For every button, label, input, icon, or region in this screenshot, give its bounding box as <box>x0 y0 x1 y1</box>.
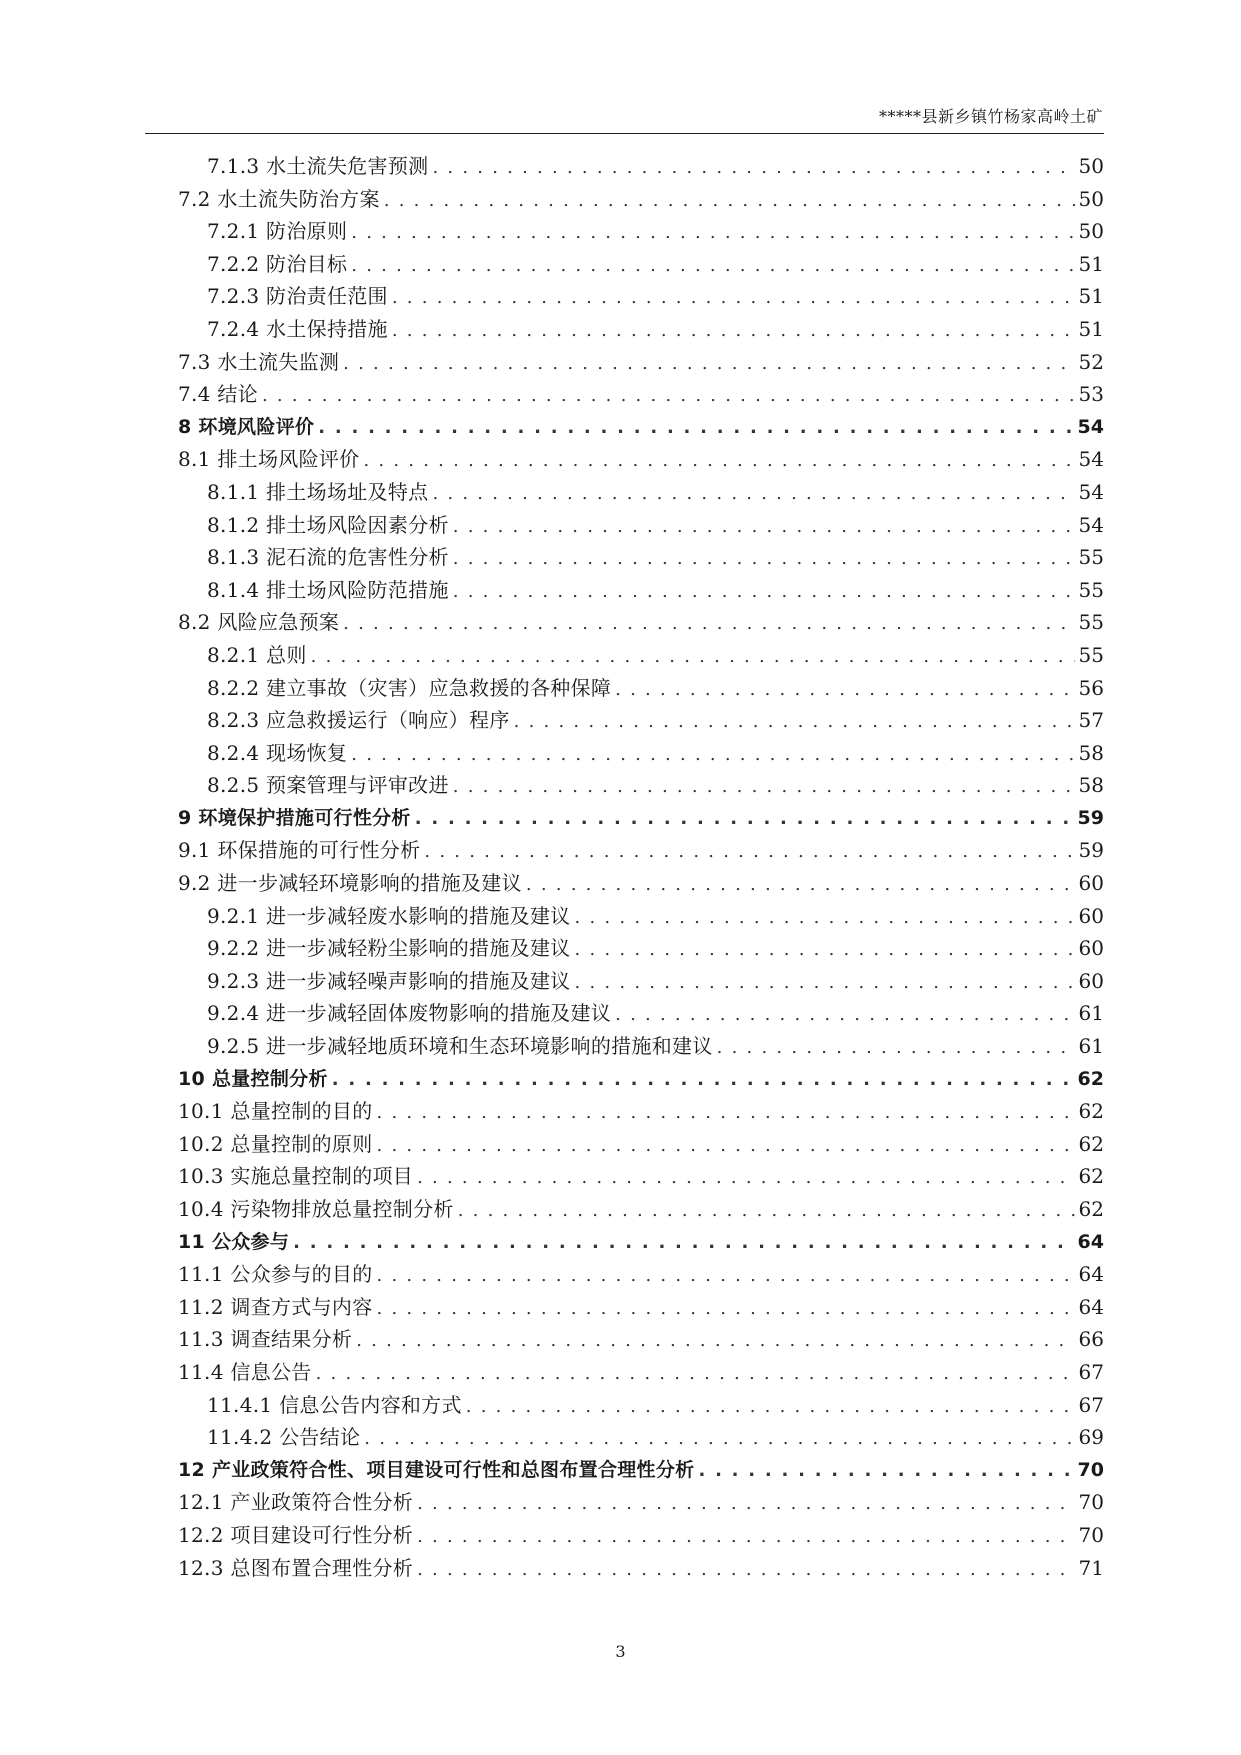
toc-entry-title: 7.1.3 水土流失危害预测 <box>207 154 429 178</box>
toc-entry-title: 9.2.1 进一步减轻废水影响的措施及建议 <box>207 903 571 928</box>
toc-dot-leader <box>453 771 1075 804</box>
toc-entry[interactable] <box>178 574 1104 607</box>
toc-dot-leader <box>424 836 1074 869</box>
toc-dot-leader <box>318 412 1073 445</box>
toc-entry[interactable] <box>178 965 1104 998</box>
toc-dot-leader <box>343 608 1074 641</box>
toc-dot-leader <box>351 217 1074 250</box>
toc-dot-leader <box>364 1423 1074 1456</box>
toc-entry-page: 64 <box>1078 1294 1104 1319</box>
toc-entry[interactable] <box>178 704 1104 737</box>
toc-dot-leader <box>615 674 1074 707</box>
toc-dot-leader <box>453 576 1075 609</box>
toc-entry-page: 52 <box>1078 349 1104 374</box>
toc-entry-title: 12.2 项目建设可行性分析 <box>178 1522 414 1547</box>
toc-entry[interactable] <box>178 1160 1104 1193</box>
toc-entry-title: 7.2 水土流失防治方案 <box>178 186 380 211</box>
toc-entry-title: 11.3 调查结果分析 <box>178 1327 353 1352</box>
page-number: 3 <box>615 1642 626 1661</box>
toc-entry[interactable] <box>178 606 1104 639</box>
table-of-contents <box>178 150 1104 1584</box>
toc-entry[interactable] <box>178 248 1104 281</box>
toc-entry-page: 61 <box>1078 1034 1104 1059</box>
toc-entry-page: 51 <box>1078 316 1104 341</box>
toc-entry-page: 60 <box>1078 871 1104 896</box>
toc-entry-page: 54 <box>1077 415 1104 438</box>
toc-entry-page: 51 <box>1078 251 1104 276</box>
toc-entry[interactable] <box>178 476 1104 509</box>
toc-entry-title: 8.1.4 排土场风险防范措施 <box>207 577 449 602</box>
toc-dot-leader <box>377 1097 1075 1130</box>
toc-entry[interactable] <box>178 280 1104 313</box>
toc-dot-leader <box>432 152 1074 185</box>
toc-entry[interactable] <box>178 1552 1104 1585</box>
toc-dot-leader <box>377 1293 1075 1326</box>
toc-dot-leader <box>392 315 1075 348</box>
toc-dot-leader <box>575 902 1075 935</box>
toc-entry-title: 10 总量控制分析 <box>178 1067 328 1090</box>
toc-entry-page: 50 <box>1078 154 1104 178</box>
toc-dot-leader <box>453 543 1075 576</box>
toc-entry[interactable] <box>178 1030 1104 1063</box>
toc-entry[interactable] <box>178 346 1104 379</box>
toc-entry-title: 8.1.1 排土场场址及特点 <box>207 479 429 504</box>
toc-entry-page: 62 <box>1078 1164 1104 1189</box>
toc-entry-page: 51 <box>1078 284 1104 309</box>
toc-entry-title: 12.3 总图布置合理性分析 <box>178 1555 414 1580</box>
toc-entry-title: 11.2 调查方式与内容 <box>178 1294 373 1319</box>
toc-entry-page: 56 <box>1078 675 1104 700</box>
toc-entry-title: 9.2.2 进一步减轻粉尘影响的措施及建议 <box>207 936 571 961</box>
toc-entry-title: 8.1.2 排土场风险因素分析 <box>207 512 449 537</box>
toc-dot-leader <box>332 1064 1074 1097</box>
toc-dot-leader <box>392 282 1075 315</box>
toc-entry[interactable] <box>178 1389 1104 1422</box>
toc-entry[interactable] <box>178 313 1104 346</box>
toc-entry-title: 8.2 风险应急预案 <box>178 610 340 635</box>
toc-dot-leader <box>384 185 1075 218</box>
toc-entry-page: 70 <box>1078 1490 1104 1515</box>
toc-entry[interactable] <box>178 509 1104 542</box>
toc-dot-leader <box>698 1455 1073 1488</box>
toc-entry[interactable] <box>178 802 1104 835</box>
toc-dot-leader <box>514 706 1075 739</box>
toc-dot-leader <box>417 1554 1074 1587</box>
toc-entry-page: 54 <box>1078 479 1104 504</box>
toc-entry-page: 58 <box>1078 773 1104 798</box>
toc-entry-page: 67 <box>1078 1392 1104 1417</box>
toc-entry-title: 11.4 信息公告 <box>178 1359 312 1384</box>
toc-entry-page: 53 <box>1078 382 1104 407</box>
toc-entry[interactable] <box>178 1323 1104 1356</box>
header-rule <box>145 133 1104 134</box>
toc-entry-title: 9.2.3 进一步减轻噪声影响的措施及建议 <box>207 968 571 993</box>
toc-entry-page: 70 <box>1077 1458 1104 1481</box>
toc-dot-leader <box>377 1130 1075 1163</box>
toc-entry-title: 9.1 环保措施的可行性分析 <box>178 838 421 863</box>
toc-entry-page: 69 <box>1078 1425 1104 1450</box>
toc-dot-leader <box>417 1521 1074 1554</box>
toc-dot-leader <box>293 1227 1073 1260</box>
toc-dot-leader <box>458 1195 1075 1228</box>
toc-entry-page: 60 <box>1078 936 1104 961</box>
toc-entry-page: 57 <box>1078 708 1104 733</box>
toc-entry[interactable] <box>178 1063 1104 1096</box>
toc-entry[interactable] <box>178 1258 1104 1291</box>
toc-entry-title: 11.4.2 公告结论 <box>207 1425 361 1450</box>
toc-entry-page: 67 <box>1078 1359 1104 1384</box>
toc-entry-title: 8.2.5 预案管理与评审改进 <box>207 773 449 798</box>
toc-dot-leader <box>466 1391 1075 1424</box>
toc-entry[interactable] <box>178 1226 1104 1259</box>
toc-entry-page: 55 <box>1078 577 1104 602</box>
toc-entry-page: 60 <box>1078 968 1104 993</box>
toc-entry-title: 8.2.3 应急救援运行（响应）程序 <box>207 708 510 733</box>
toc-entry-page: 50 <box>1078 186 1104 211</box>
toc-entry-page: 55 <box>1078 610 1104 635</box>
toc-dot-leader <box>417 1162 1074 1195</box>
toc-dot-leader <box>311 641 1075 674</box>
toc-entry-title: 11.4.1 信息公告内容和方式 <box>207 1392 462 1417</box>
toc-entry[interactable] <box>178 672 1104 705</box>
toc-entry[interactable] <box>178 1421 1104 1454</box>
toc-entry-page: 59 <box>1077 806 1104 829</box>
toc-entry-title: 9.2 进一步减轻环境影响的措施及建议 <box>178 871 522 896</box>
toc-entry-page: 64 <box>1078 1262 1104 1287</box>
toc-entry-page: 62 <box>1078 1099 1104 1124</box>
toc-entry[interactable] <box>178 867 1104 900</box>
toc-dot-leader <box>415 803 1074 836</box>
toc-entry-page: 50 <box>1078 219 1104 244</box>
toc-entry-title: 10.4 污染物排放总量控制分析 <box>178 1197 454 1221</box>
toc-entry-page: 66 <box>1078 1327 1104 1352</box>
toc-dot-leader <box>351 739 1074 772</box>
toc-dot-leader <box>262 380 1075 413</box>
toc-entry[interactable] <box>178 639 1104 672</box>
toc-entry[interactable] <box>178 900 1104 933</box>
toc-entry[interactable] <box>178 411 1104 444</box>
toc-dot-leader <box>453 511 1075 544</box>
toc-entry-page: 55 <box>1078 545 1104 570</box>
toc-dot-leader <box>351 250 1074 283</box>
toc-entry-title: 8.1 排土场风险评价 <box>178 447 360 472</box>
toc-entry[interactable] <box>178 1356 1104 1389</box>
toc-dot-leader <box>417 1488 1074 1521</box>
toc-entry-title: 8.1.3 泥石流的危害性分析 <box>207 545 449 570</box>
toc-entry[interactable] <box>178 1095 1104 1128</box>
toc-entry[interactable] <box>178 834 1104 867</box>
toc-entry-page: 54 <box>1078 447 1104 472</box>
toc-entry-title: 12 产业政策符合性、项目建设可行性和总图布置合理性分析 <box>178 1458 695 1481</box>
toc-entry[interactable] <box>178 1454 1104 1487</box>
toc-entry-page: 70 <box>1078 1522 1104 1547</box>
toc-entry[interactable] <box>178 443 1104 476</box>
toc-entry-title: 12.1 产业政策符合性分析 <box>178 1490 414 1515</box>
toc-entry[interactable] <box>178 541 1104 574</box>
toc-entry-title: 8.2.2 建立事故（灾害）应急救援的各种保障 <box>207 675 612 700</box>
toc-entry-page: 62 <box>1078 1131 1104 1156</box>
toc-entry-title: 9 环境保护措施可行性分析 <box>178 806 411 829</box>
toc-entry-title: 9.2.5 进一步减轻地质环境和生态环境影响的措施和建议 <box>207 1034 713 1059</box>
toc-entry-page: 71 <box>1078 1555 1104 1580</box>
toc-dot-leader <box>717 1032 1075 1065</box>
toc-dot-leader <box>316 1358 1075 1391</box>
toc-dot-leader <box>615 999 1074 1032</box>
toc-entry[interactable] <box>178 1193 1104 1226</box>
toc-dot-leader <box>377 1260 1075 1293</box>
toc-entry-title: 8 环境风险评价 <box>178 415 315 438</box>
toc-entry-title: 7.3 水土流失监测 <box>178 349 340 374</box>
toc-entry[interactable] <box>178 378 1104 411</box>
toc-entry-title: 7.2.3 防治责任范围 <box>207 284 388 309</box>
toc-entry-title: 8.2.1 总则 <box>207 642 307 667</box>
toc-entry-page: 55 <box>1078 642 1104 667</box>
toc-entry[interactable] <box>178 183 1104 216</box>
toc-entry-title: 11.1 公众参与的目的 <box>178 1262 373 1287</box>
toc-entry-title: 7.2.1 防治原则 <box>207 219 348 244</box>
toc-dot-leader <box>356 1325 1074 1358</box>
toc-entry[interactable] <box>178 997 1104 1030</box>
toc-entry[interactable] <box>178 150 1104 183</box>
toc-entry-page: 58 <box>1078 740 1104 765</box>
toc-entry[interactable] <box>178 1128 1104 1161</box>
toc-entry-title: 10.3 实施总量控制的项目 <box>178 1164 414 1189</box>
toc-entry[interactable] <box>178 932 1104 965</box>
toc-entry-title: 10.2 总量控制的原则 <box>178 1131 373 1156</box>
running-header: *****县新乡镇竹杨家高岭土矿 <box>878 107 1103 126</box>
toc-entry-title: 7.2.2 防治目标 <box>207 251 348 276</box>
toc-entry-page: 62 <box>1078 1197 1104 1221</box>
toc-entry[interactable] <box>178 737 1104 770</box>
toc-entry-page: 54 <box>1078 512 1104 537</box>
toc-dot-leader <box>432 478 1074 511</box>
toc-entry-page: 60 <box>1078 903 1104 928</box>
toc-entry-title: 10.1 总量控制的目的 <box>178 1099 373 1124</box>
toc-entry-title: 11 公众参与 <box>178 1230 290 1253</box>
toc-entry-title: 9.2.4 进一步减轻固体废物影响的措施及建议 <box>207 1001 612 1026</box>
toc-entry-title: 7.4 结论 <box>178 382 258 407</box>
toc-entry-page: 61 <box>1078 1001 1104 1026</box>
toc-entry[interactable] <box>178 215 1104 248</box>
toc-entry-title: 8.2.4 现场恢复 <box>207 740 348 765</box>
toc-dot-leader <box>575 934 1075 967</box>
toc-dot-leader <box>343 348 1074 381</box>
toc-entry-title: 7.2.4 水土保持措施 <box>207 316 388 341</box>
toc-entry[interactable] <box>178 1519 1104 1552</box>
toc-entry[interactable] <box>178 769 1104 802</box>
toc-dot-leader <box>575 967 1075 1000</box>
toc-dot-leader <box>526 869 1075 902</box>
toc-entry[interactable] <box>178 1486 1104 1519</box>
toc-entry-page: 59 <box>1078 838 1104 863</box>
toc-entry[interactable] <box>178 1291 1104 1324</box>
toc-dot-leader <box>363 445 1074 478</box>
toc-entry-page: 64 <box>1077 1230 1104 1253</box>
toc-entry-page: 62 <box>1077 1067 1104 1090</box>
